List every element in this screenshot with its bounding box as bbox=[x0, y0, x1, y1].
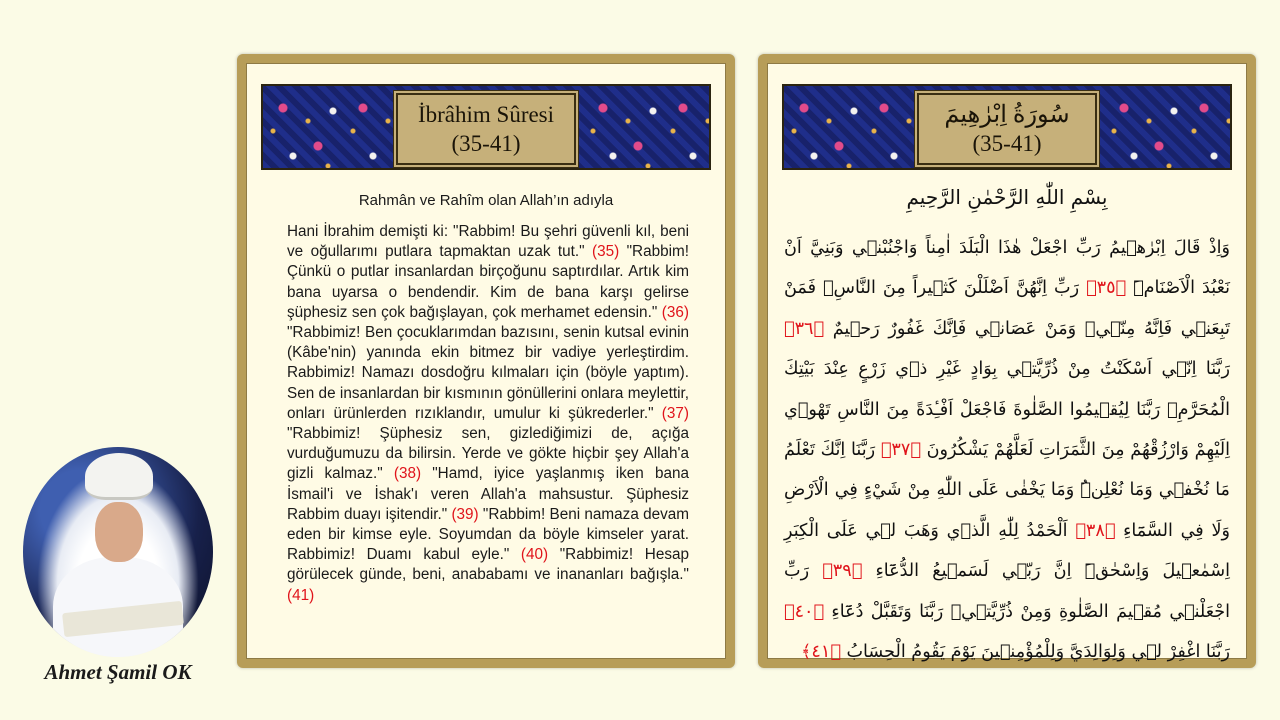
verse-number: ﴿٣٥﴾ bbox=[1086, 278, 1127, 299]
arabic-text-panel bbox=[758, 54, 1256, 668]
verse-number: ﴿٣٩﴾ bbox=[822, 561, 863, 582]
verse-range-turkish: (35-41) bbox=[451, 131, 521, 156]
turkish-title-box bbox=[396, 93, 576, 165]
verse-number: (38) bbox=[393, 465, 422, 483]
turkish-translation-text bbox=[287, 222, 689, 606]
verse-text: وَاِذْ قَالَ اِبْرٰهٖيمُ رَبِّ اجْعَلْ هٰذَا الْبَلَدَ اٰمِناً وَاجْنُبْنٖي وَبَنِيَّ اَنْ نَعْبُدَ الْاَصْنَامَۜ bbox=[784, 238, 1230, 299]
turkish-panel-inner bbox=[246, 63, 726, 659]
basmala-arabic: بِسْمِ اللّٰهِ الرَّحْمٰنِ الرَّحِيمِ bbox=[906, 185, 1108, 209]
basmala-turkish: Rahmân ve Rahîm olan Allah’ın adıyla bbox=[358, 192, 614, 209]
verse-number: ﴿٣٧﴾ bbox=[880, 440, 921, 461]
turkish-title-banner bbox=[261, 84, 711, 170]
reader-name-caption: Ahmet Şamil OK bbox=[44, 660, 192, 684]
verse-text: رَبَّنَا اغْفِرْ لٖي وَلِوَالِدَيَّ وَلِلْمُؤْمِنٖينَ يَوْمَ يَقُومُ الْحِسَابُ bbox=[840, 642, 1230, 663]
verse-number: (40) bbox=[520, 546, 549, 564]
verse-number: (36) bbox=[661, 303, 689, 321]
verse-text: "Rabbim! Beni namaza devam eden bir kimse eyle. Soyumdan da böyle kimseler yarat. Rabbimiz! Duamı kabul eyle." bbox=[287, 505, 689, 564]
verse-text: "Rabbim! Çünkü o putlar insanlardan birçoğunu saptırdılar. Artık kim bana uyarsa o bendendir. Kim de bana karşı gelirse şüphesiz sen çok bağışlayan, çok merhamet edensin." bbox=[287, 243, 689, 321]
turkish-translation-panel bbox=[237, 54, 735, 668]
arabic-title-banner bbox=[782, 84, 1232, 170]
verse-number: (39) bbox=[451, 505, 479, 523]
surah-title-turkish: İbrâhim Sûresi bbox=[417, 102, 555, 127]
verse-text: رَبَّنَا اِنّٖي اَسْكَنْتُ مِنْ ذُرِّيَّتٖي بِوَادٍ غَيْرِ ذٖي زَرْعٍ عِنْدَ بَيْتِكَ الْمُحَرَّمِۙ رَبَّنَا لِيُقٖيمُوا الصَّلٰوةَ فَاجْعَلْ اَفْـِٔدَةً مِنَ النَّاسِ تَهْوٖي اِلَيْهِمْ وَارْزُقْهُمْ مِنَ الثَّمَرَاتِ لَعَلَّهُمْ يَشْكُرُونَ bbox=[784, 359, 1231, 461]
verse-number: ﴿٤٠﴾ bbox=[784, 601, 825, 622]
verse-text: "Rabbimiz! Ben çocuklarımdan bazısını, senin kutsal evinin (Kâbe'nin) yanında ekin bitmez bir vadiye yerleştirdim. Rabbimiz! Namazı dosdoğru kılmaları için (böyle yaptım). Sen de insanlardan bir kısmının gönüllerini onlara meylettir, onları ürünlerden rızıklandır, umulur ki şükrederler." bbox=[287, 324, 689, 422]
verse-text: رَبَّنَا اِنَّكَ تَعْلَمُ مَا نُخْفٖي وَمَا نُعْلِنُۜ وَمَا يَخْفٰى عَلَى اللّٰهِ مِنْ شَيْءٍ فِي الْاَرْضِ وَلَا فِي السَّمَٓاءِ bbox=[784, 440, 1230, 541]
verse-text: "Hamd, iyice yaşlanmış iken bana İsmail'i ve İshak'ı veren Allah'a mahsustur. Şüphesiz Rabbim duayı işitendir." bbox=[287, 465, 690, 523]
verse-number: ﴿٤١﴾ bbox=[801, 642, 841, 663]
verse-text: رَبِّ اِنَّهُنَّ اَضْلَلْنَ كَثٖيراً مِنَ النَّاسِۚ فَمَنْ تَبِعَنٖي فَاِنَّهُ مِنّٖيۚ وَمَنْ عَصَانٖي فَاِنَّكَ غَفُورٌ رَحٖيمٌ bbox=[784, 278, 1230, 339]
verse-range-arabic: (35-41) bbox=[972, 131, 1042, 156]
verse-text: اَلْحَمْدُ لِلّٰهِ الَّذٖي وَهَبَ لٖي عَلَى الْكِبَرِ اِسْمٰعٖيلَ وَاِسْحٰقَۜ اِنَّ رَبّٖي لَسَمٖيعُ الدُّعَٓاءِ bbox=[784, 520, 1230, 582]
verse-number: (41) bbox=[287, 586, 315, 604]
arabic-title-box bbox=[917, 93, 1097, 165]
reader-portrait bbox=[23, 447, 213, 657]
verse-text: Hani İbrahim demişti ki: "Rabbim! Bu şehri güvenli kıl, beni ve oğullarımı putlara tapmaktan uzak tut." bbox=[287, 223, 689, 261]
verse-text: "Rabbimiz! Hesap görülecek günde, beni, anababamı ve inananları bağışla." bbox=[287, 546, 690, 584]
verse-number: ﴿٣٨﴾ bbox=[1075, 520, 1116, 541]
verse-text: رَبِّ اجْعَلْنٖي مُقٖيمَ الصَّلٰوةِ وَمِنْ ذُرِّيَّتٖيۗ رَبَّنَا وَتَقَبَّلْ دُعَٓاءِ bbox=[784, 561, 1230, 622]
arabic-panel-inner bbox=[767, 63, 1247, 663]
verse-text: "Rabbimiz! Şüphesiz sen, gizlediğimizi de, açığa vurduğumuzu da bilirsin. Yerde ve gökte hiçbir şey Allah'a gizli kalmaz." bbox=[287, 425, 689, 483]
reader-turban bbox=[85, 453, 153, 500]
verse-number: (37) bbox=[661, 404, 689, 422]
verse-number: ﴿٣٦﴾ bbox=[784, 318, 825, 339]
arabic-verses-text bbox=[784, 228, 1230, 672]
verse-number: (35) bbox=[591, 243, 620, 261]
reader-face bbox=[95, 502, 143, 562]
surah-title-arabic: سُورَةُ اِبْرٰهِيمَ bbox=[944, 102, 1070, 128]
